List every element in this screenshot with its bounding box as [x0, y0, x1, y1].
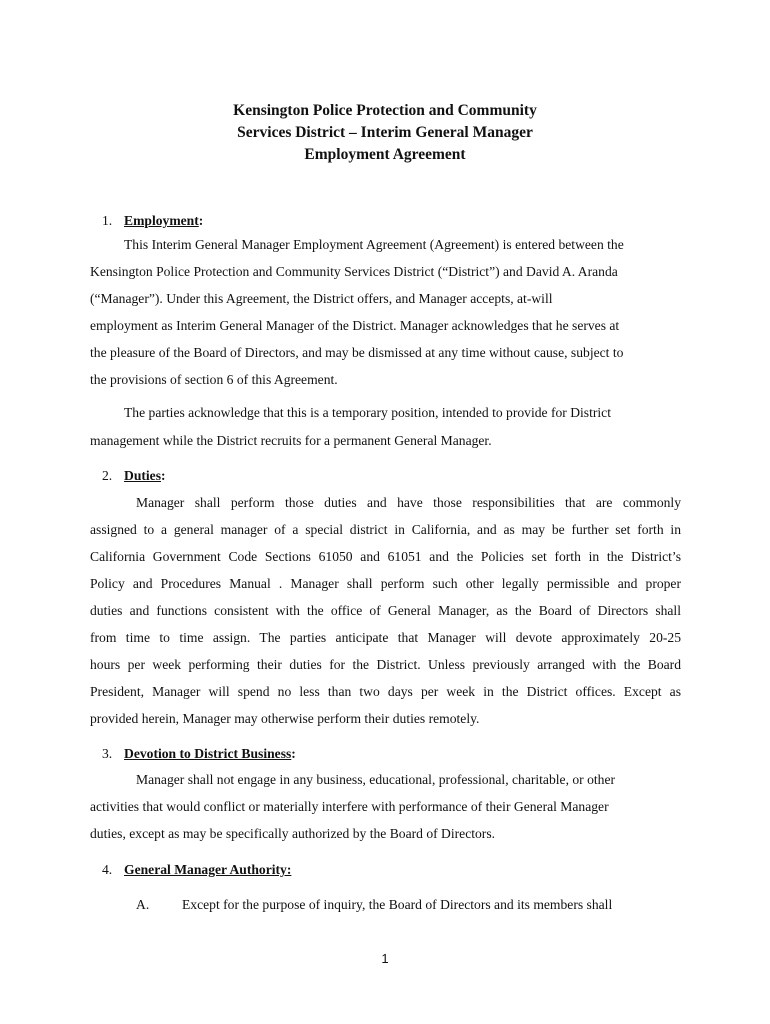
s1-p1-line: employment as Interim General Manager of the District. Manager acknowledges that he serves at: [90, 318, 620, 333]
s2-p1-line: provided herein, Manager may otherwise perform their duties remotely.: [90, 711, 480, 726]
section-3-heading: Devotion to District Business: [124, 746, 292, 761]
title-line-1: Kensington Police Protection and Community: [233, 102, 537, 119]
s2-p1-line: from time to time assign. The parties anticipate that Manager will devote approximately 20-25: [90, 630, 681, 645]
s2-p1-line: Manager shall perform those duties and have those responsibilities that are commonly: [136, 495, 681, 510]
section-2-number: 2.: [102, 468, 113, 483]
section-2-heading: Duties: [124, 468, 162, 483]
title-line-3: Employment Agreement: [304, 146, 466, 163]
s1-p1-line: the provisions of section 6 of this Agreement.: [90, 372, 338, 387]
s2-p1-line: hours per week performing their duties for the District. Unless previously arranged with the Board: [90, 657, 681, 672]
section-2-heading-wrap: Duties:: [124, 468, 166, 483]
s3-p1-line: duties, except as may be specifically authorized by the Board of Directors.: [90, 826, 496, 841]
s1-p1-line: This Interim General Manager Employment Agreement (Agreement) is entered between the: [124, 237, 624, 252]
s1-p1-line: the pleasure of the Board of Directors, and may be dismissed at any time without cause, subject to: [90, 345, 624, 360]
s1-p1-line: Kensington Police Protection and Community Services District (“District”) and David A. Aranda: [90, 264, 618, 279]
s2-p1-line: Policy and Procedures Manual . Manager shall perform such other legally permissible and proper: [90, 576, 681, 591]
title-line-2: Services District – Interim General Manager: [237, 124, 533, 141]
section-1-heading-wrap: Employment:: [124, 213, 204, 228]
s2-p1-line: assigned to a general manager of a special district in California, and as may be further set forth in: [90, 522, 681, 537]
s2-p1-line: California Government Code Sections 61050 and 61051 and the Policies set forth in the District’s: [90, 549, 681, 564]
page-number: 1: [381, 951, 389, 966]
s4-sub-a-label: A.: [136, 897, 150, 912]
section-4-number: 4.: [102, 862, 113, 877]
s2-p1-line: President, Manager will spend no less than two days per week in the District offices. Except as: [90, 684, 681, 699]
section-3-number: 3.: [102, 746, 113, 761]
section-1-heading: Employment: [124, 213, 199, 228]
s1-p2-line: The parties acknowledge that this is a temporary position, intended to provide for District: [124, 405, 611, 420]
s3-p1-line: activities that would conflict or materially interfere with performance of their General Manager: [90, 799, 609, 814]
section-4-heading: General Manager Authority:: [124, 862, 292, 877]
s2-p1-line: duties and functions consistent with the office of General Manager, as the Board of Directors shall: [90, 603, 681, 618]
section-3-heading-wrap: Devotion to District Business:: [124, 746, 296, 761]
section-1-number: 1.: [102, 213, 113, 228]
s1-p1-line: (“Manager”). Under this Agreement, the District offers, and Manager accepts, at-will: [90, 291, 553, 306]
s1-p2-line: management while the District recruits for a permanent General Manager.: [90, 433, 492, 448]
s3-p1-line: Manager shall not engage in any business, educational, professional, charitable, or other: [136, 772, 616, 787]
s4-sub-a-text: Except for the purpose of inquiry, the Board of Directors and its members shall: [182, 897, 613, 912]
